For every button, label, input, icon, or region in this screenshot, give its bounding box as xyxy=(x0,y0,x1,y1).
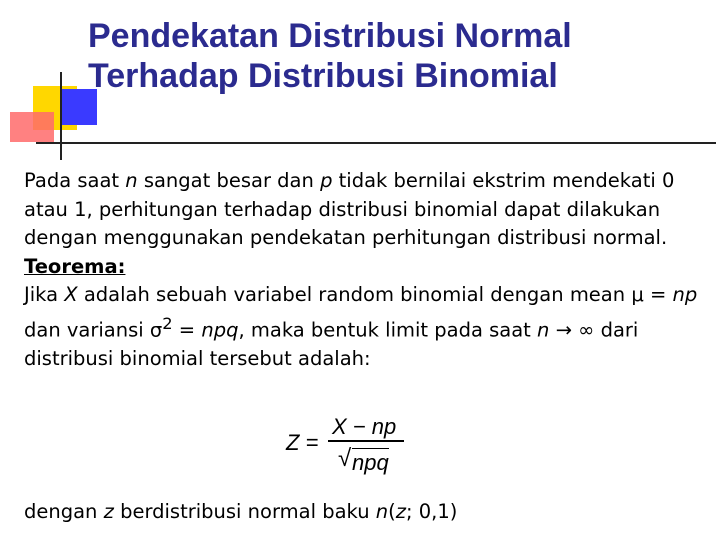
var-p: p xyxy=(320,169,333,192)
text-run: sangat besar dan xyxy=(137,169,321,192)
var-n: n xyxy=(375,500,389,523)
var-n: n xyxy=(125,169,138,192)
decorative-vertical-line xyxy=(60,72,62,160)
formula-lhs: Z = xyxy=(286,430,319,455)
superscript-2: 2 xyxy=(162,313,173,333)
infinity-symbol: ∞ xyxy=(578,318,595,341)
var-z: z xyxy=(395,500,406,523)
slide-title xyxy=(88,16,572,96)
formula-numerator: X − np xyxy=(332,414,397,439)
var-n: n xyxy=(537,318,550,341)
sqrt-icon: √ xyxy=(338,445,352,472)
text-run: Pada saat xyxy=(24,169,126,192)
text-run: Jika xyxy=(24,283,65,306)
var-x: X xyxy=(64,283,78,306)
text-run: dengan xyxy=(24,500,104,523)
text-run: ( xyxy=(388,500,396,523)
footer-note xyxy=(24,500,457,523)
var-npq: npq xyxy=(201,318,239,341)
arrow-icon: → xyxy=(549,318,579,341)
intro-paragraph xyxy=(24,167,714,253)
text-run: ; 0,1) xyxy=(406,500,458,523)
text-run: dari distribusi binomial tersebut adalah: xyxy=(24,318,639,370)
sigma-symbol: σ xyxy=(149,318,163,341)
title-divider-line xyxy=(36,142,716,144)
decorative-square-red xyxy=(10,112,54,142)
slide-body xyxy=(24,167,714,373)
title-line-2: Terhadap Distribusi Binomial xyxy=(88,57,558,95)
text-run: = xyxy=(643,283,673,306)
text-run: tidak bernilai ekstrim mendekati 0 atau 1, perhitungan terhadap distribusi binomial dapat dilakukan dengan menggunakan pendekatan perhitungan distribusi normal. xyxy=(24,169,675,249)
text-run: adalah sebuah variabel random binomial dengan mean xyxy=(77,283,632,306)
theorem-heading xyxy=(24,253,714,282)
var-np: np xyxy=(672,283,698,306)
fraction-bar xyxy=(328,440,404,442)
title-line-1: Pendekatan Distribusi Normal xyxy=(88,17,572,55)
theorem-label: Teorema: xyxy=(24,254,126,278)
mu-symbol: μ xyxy=(631,283,644,306)
text-run: , maka bentuk limit pada saat xyxy=(238,318,538,341)
theorem-paragraph xyxy=(24,281,714,373)
text-run: dan variansi xyxy=(24,318,150,341)
formula-denominator: npq xyxy=(352,450,389,475)
text-run: berdistribusi normal baku xyxy=(113,500,376,523)
text-run: = xyxy=(172,318,202,341)
var-z: z xyxy=(103,500,114,523)
